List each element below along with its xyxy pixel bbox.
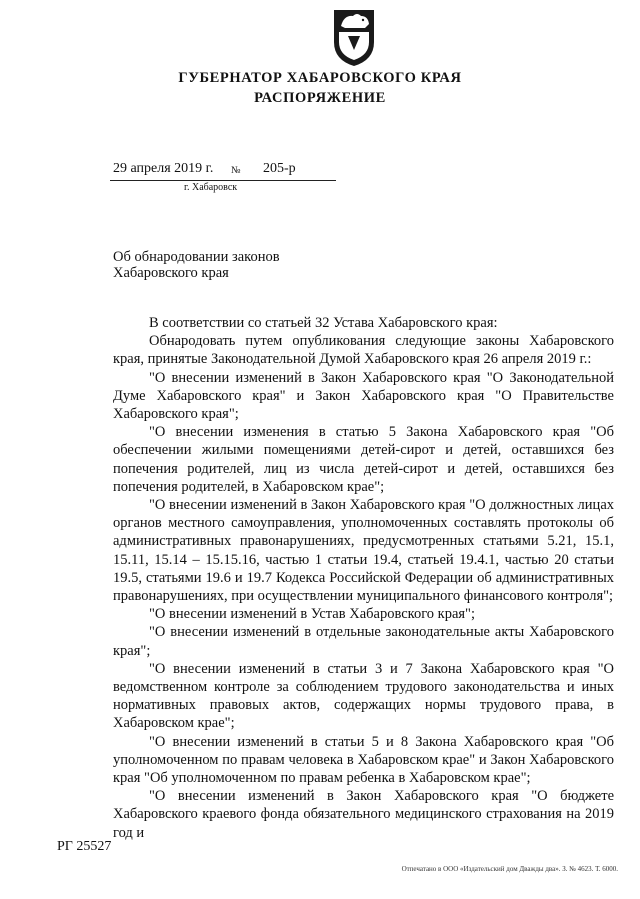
issuer-title: ГУБЕРНАТОР ХАБАРОВСКОГО КРАЯ — [178, 70, 462, 86]
number-sign: № — [231, 165, 241, 176]
body-paragraph: Обнародовать путем опубликования следующие законы Хабаровского края, принятые Законодательной Думой Хабаровского края 26 апреля 2019 г.: — [113, 333, 614, 368]
registration-code: РГ 25527 — [57, 839, 112, 854]
coat-of-arms-icon — [331, 6, 377, 68]
document-number: 205-р — [263, 161, 296, 176]
document-type: РАСПОРЯЖЕНИЕ — [254, 90, 386, 106]
document-body — [113, 314, 614, 842]
law-list-item: "О внесении изменений в отдельные законодательные акты Хабаровского края"; — [113, 624, 614, 659]
subject-line: Хабаровского края — [113, 265, 229, 281]
document-subject — [113, 249, 280, 281]
law-list-item: "О внесении изменений в статьи 3 и 7 Закона Хабаровского края "О ведомственном контроле за соблюдением трудового законодательства и иных нормативных правовых актов, содержащих нормы трудового права, в Хабаровском крае"; — [113, 660, 614, 732]
law-list-item: "О внесении изменений в статьи 5 и 8 Закона Хабаровского края "Об уполномоченном по правам человека в Хабаровском крае" и Закон Хабаровского края "Об уполномоченном по правам ребенка в Хабаровском крае"; — [113, 733, 614, 787]
date-number-line — [110, 160, 336, 181]
law-list-item: "О внесении изменений в Закон Хабаровского края "О должностных лицах органов местного самоуправления, уполномоченных составлять протоколы об административных правонарушениях, предусмотренных статьями 5.21, 15.1, 15.11, 15.14 – 15.15.16, частью 1 статьи 19.4, статьей 19.4.1, частью 20 статьи 19.5, статьями 19.6 и 19.7 Кодекса Российской Федерации об административных правонарушениях, при осуществлении муниципального финансового контроля"; — [113, 497, 614, 605]
printer-imprint: Отпечатано в ООО «Издательский дом Дважды два». З. № 4623. Т. 6000. — [401, 865, 618, 873]
document-date: 29 апреля 2019 г. — [113, 161, 214, 176]
body-paragraph: В соответствии со статьей 32 Устава Хабаровского края: — [149, 315, 498, 331]
law-list-item: "О внесении изменений в Закон Хабаровского края "О бюджете Хабаровского краевого фонда обязательного медицинского страхования на 2019 год и — [113, 788, 614, 841]
law-list-item: "О внесении изменений в Закон Хабаровского края "О Законодательной Думе Хабаровского края" и Закон Хабаровского края "О Правительстве Хабаровского края"; — [113, 369, 614, 423]
subject-line: Об обнародовании законов — [113, 249, 280, 265]
document-city: г. Хабаровск — [184, 182, 238, 193]
law-list-item: "О внесении изменений в Устав Хабаровского края"; — [149, 606, 476, 623]
law-list-item: "О внесении изменения в статью 5 Закона Хабаровского края "Об обеспечении жилыми помещениями детей-сирот и детей, оставшихся без попечения родителей, лиц из числа детей-сирот и детей, оставшихся без попечения родителей, в Хабаровском крае"; — [113, 424, 614, 495]
